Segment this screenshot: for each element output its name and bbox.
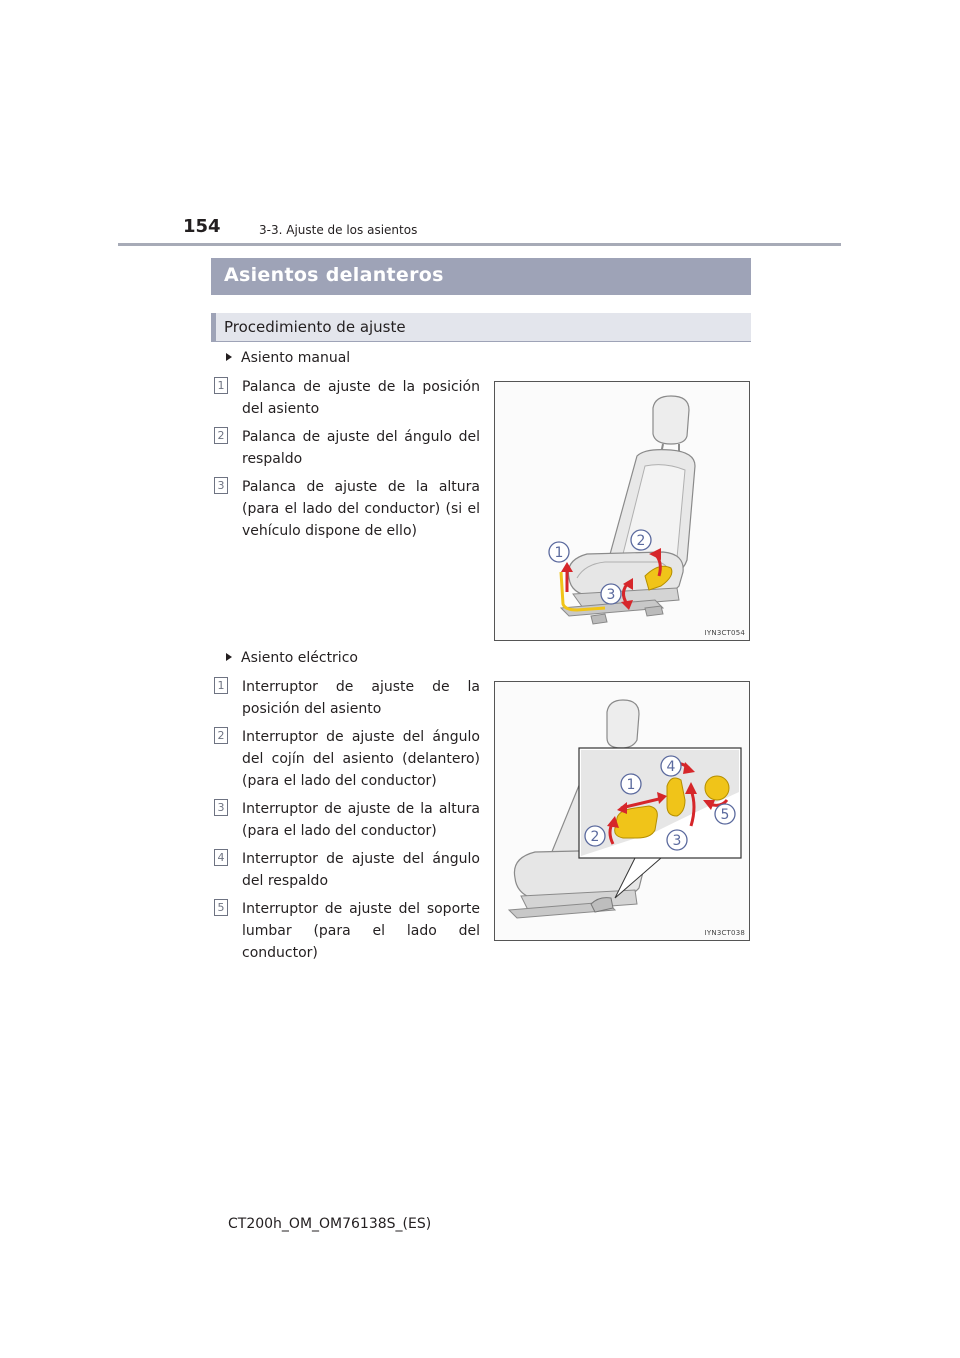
svg-text:1: 1 <box>554 545 564 561</box>
header-rule <box>118 243 841 246</box>
electric-item-1 <box>214 676 480 720</box>
svg-text:1: 1 <box>626 777 636 793</box>
electric-item-4 <box>214 848 480 892</box>
svg-text:2: 2 <box>590 829 600 845</box>
triangle-bullet-icon <box>226 653 232 661</box>
manual-item-1 <box>214 376 480 420</box>
item-number: 1 <box>214 377 228 394</box>
item-number: 1 <box>214 677 228 694</box>
callout-3 <box>667 830 687 850</box>
subtitle: Procedimiento de ajuste <box>224 318 406 336</box>
manual-seat-illustration <box>495 382 750 641</box>
svg-text:5: 5 <box>720 807 730 823</box>
electric-item-5 <box>214 898 480 964</box>
item-text: Palanca de ajuste de la posición del asiento <box>242 379 480 417</box>
svg-text:3: 3 <box>672 833 682 849</box>
item-text: Interruptor de ajuste de la altura (para el lado del conductor) <box>242 801 480 839</box>
item-number: 4 <box>214 849 228 866</box>
electric-seat-heading-text: Asiento eléctrico <box>241 650 358 666</box>
item-text: Palanca de ajuste del ángulo del respaldo <box>242 429 480 467</box>
callout-5 <box>715 804 735 824</box>
item-number: 5 <box>214 899 228 916</box>
item-text: Interruptor de ajuste de la posición del asiento <box>242 679 480 717</box>
callout-3 <box>601 584 621 604</box>
item-number: 2 <box>214 727 228 744</box>
electric-seat-heading <box>226 650 358 666</box>
item-text: Interruptor de ajuste del ángulo del respaldo <box>242 851 480 889</box>
callout-1 <box>549 542 569 562</box>
electric-seat-illustration <box>495 682 750 941</box>
electric-item-2 <box>214 726 480 792</box>
electric-item-3 <box>214 798 480 842</box>
electric-seat-figure <box>494 681 750 941</box>
item-number: 3 <box>214 799 228 816</box>
manual-seat-heading <box>226 350 350 366</box>
page-title: Asientos delanteros <box>224 264 444 286</box>
item-text: Interruptor de ajuste del ángulo del cojín del asiento (delantero) (para el lado del conductor) <box>242 729 480 789</box>
callout-4 <box>661 756 681 776</box>
figure-code: IYN3CT038 <box>704 929 745 937</box>
callout-1 <box>621 774 641 794</box>
manual-seat-heading-text: Asiento manual <box>241 350 351 366</box>
figure-code: IYN3CT054 <box>704 629 745 637</box>
title-band <box>211 258 751 295</box>
item-text: Interruptor de ajuste del soporte lumbar (para el lado del conductor) <box>242 901 480 961</box>
manual-item-3 <box>214 476 480 542</box>
subtitle-band <box>211 313 751 342</box>
item-text: Palanca de ajuste de la altura (para el lado del conductor) (si el vehículo dispone de ello) <box>242 479 480 539</box>
svg-text:3: 3 <box>606 587 616 603</box>
triangle-bullet-icon <box>226 353 232 361</box>
callout-2 <box>631 530 651 550</box>
section-heading: 3-3. Ajuste de los asientos <box>259 223 418 237</box>
svg-text:2: 2 <box>636 533 646 549</box>
page-number: 154 <box>183 216 221 237</box>
manual-item-2 <box>214 426 480 470</box>
manual-seat-figure <box>494 381 750 641</box>
callout-2 <box>585 826 605 846</box>
subtitle-accent-bar <box>211 313 216 341</box>
svg-text:4: 4 <box>666 759 676 775</box>
item-number: 2 <box>214 427 228 444</box>
item-number: 3 <box>214 477 228 494</box>
document-code-footer: CT200h_OM_OM76138S_(ES) <box>228 1216 432 1232</box>
